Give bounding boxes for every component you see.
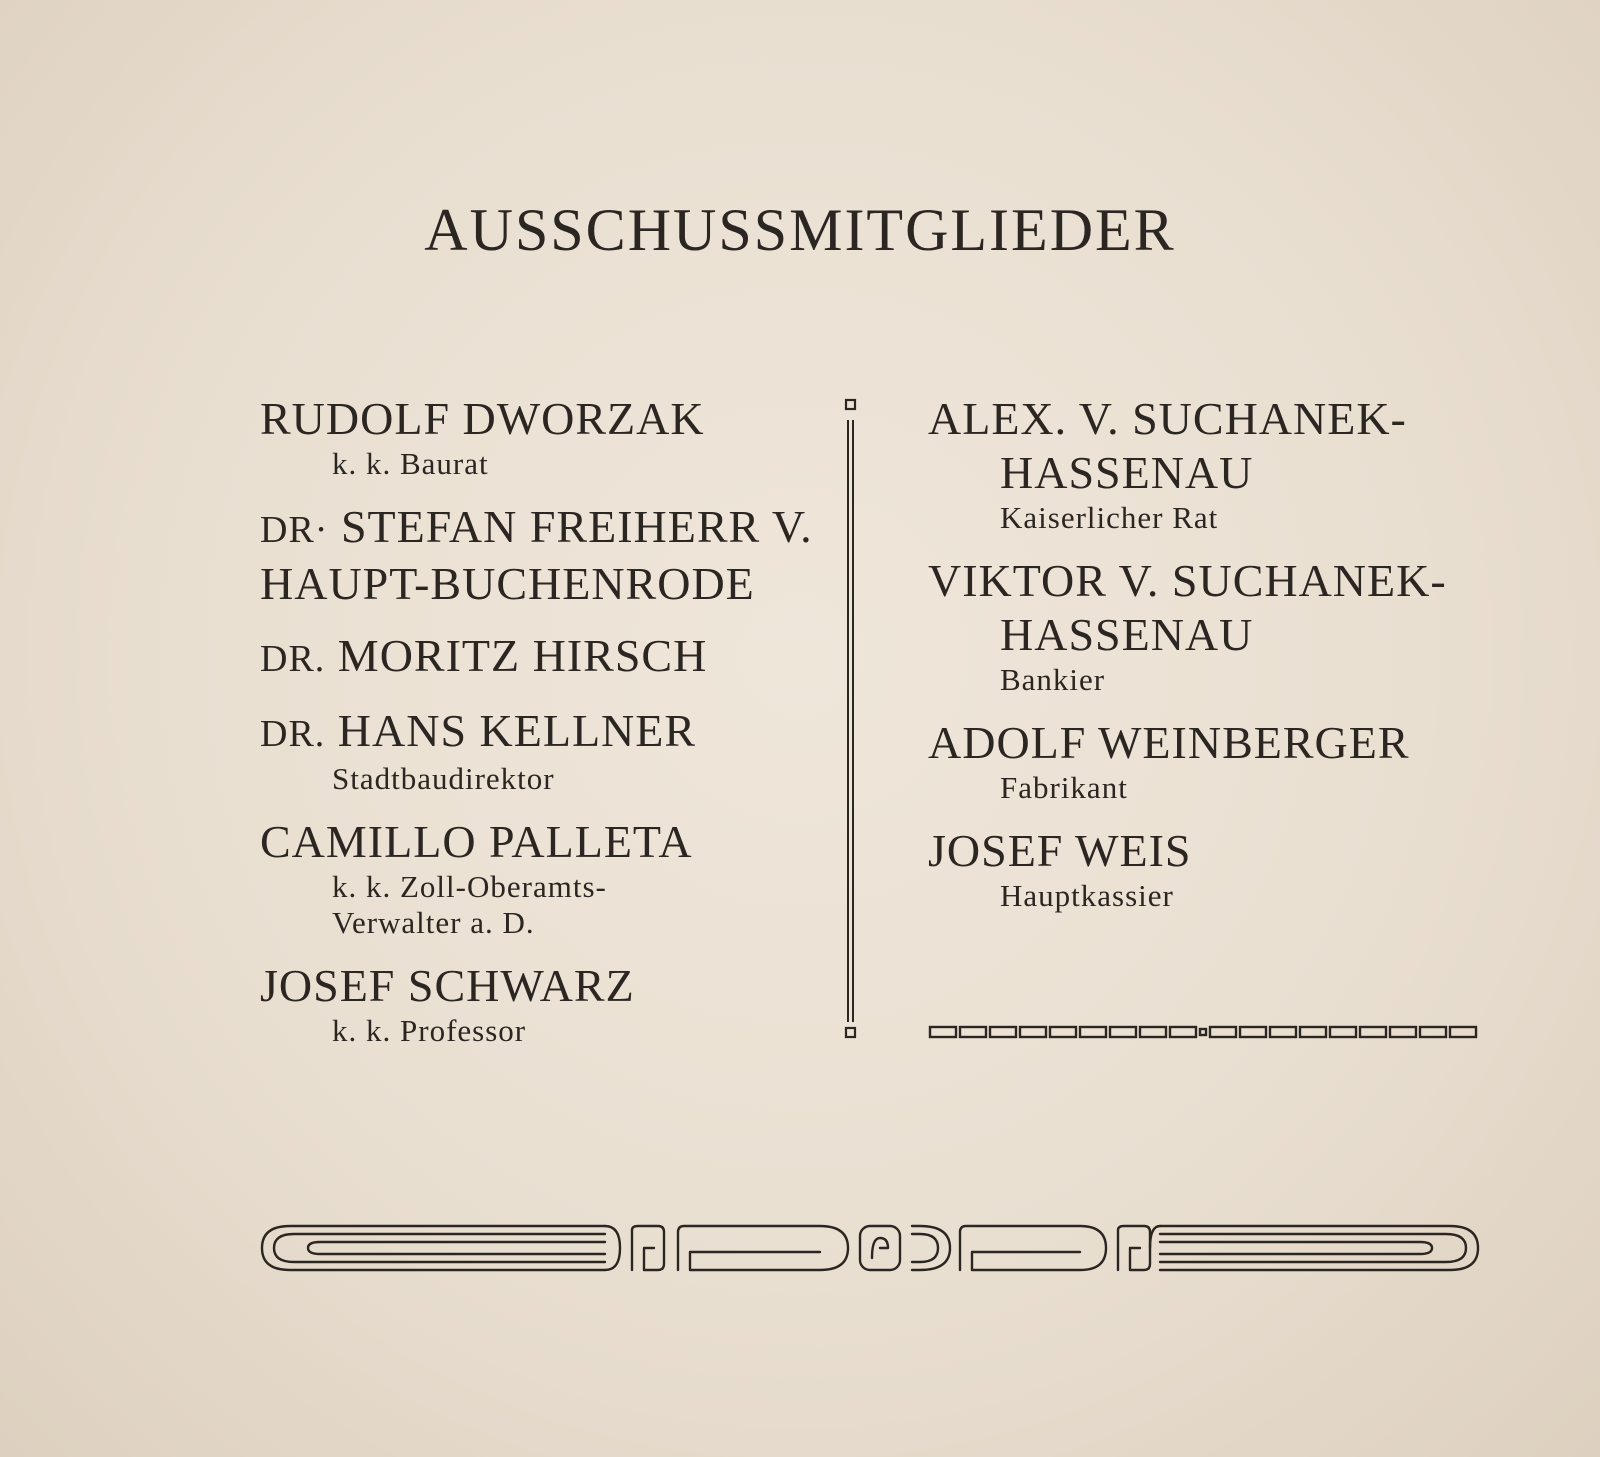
decorative-border-ornament bbox=[260, 1218, 1480, 1278]
member-entry bbox=[928, 392, 1528, 536]
chain-ornament bbox=[928, 1022, 1480, 1042]
member-name-text: MORITZ HIRSCH bbox=[337, 630, 708, 681]
member-name: JOSEF WEIS bbox=[928, 825, 1192, 876]
member-name: ALEX. V. SUCHANEK- bbox=[928, 393, 1407, 444]
member-name-continuation: HAUPT-BUCHENRODE bbox=[260, 558, 755, 609]
right-column bbox=[928, 392, 1528, 932]
member-role: Fabrikant bbox=[1000, 770, 1128, 805]
member-name: JOSEF SCHWARZ bbox=[260, 960, 635, 1011]
member-entry bbox=[260, 704, 820, 797]
name-prefix: DR. bbox=[260, 638, 326, 680]
member-role: Stadtbaudirektor bbox=[332, 761, 555, 796]
member-name: RUDOLF DWORZAK bbox=[260, 393, 705, 444]
member-name: ADOLF WEINBERGER bbox=[928, 717, 1410, 768]
member-role: Kaiserlicher Rat bbox=[1000, 500, 1219, 535]
member-name-continuation: HASSENAU bbox=[1000, 609, 1254, 660]
member-name: VIKTOR V. SUCHANEK- bbox=[928, 555, 1447, 606]
member-name-text: STEFAN FREIHERR V. bbox=[340, 501, 813, 552]
name-prefix: DR. bbox=[260, 713, 326, 755]
member-name-text: HANS KELLNER bbox=[337, 705, 697, 756]
member-entry bbox=[928, 716, 1528, 806]
member-role: k. k. Zoll-Oberamts- bbox=[332, 869, 607, 904]
member-name-continuation: HASSENAU bbox=[1000, 447, 1254, 498]
member-entry bbox=[260, 500, 820, 611]
member-name bbox=[260, 500, 820, 557]
member-entry bbox=[928, 554, 1528, 698]
member-role: Hauptkassier bbox=[1000, 878, 1174, 913]
member-entry bbox=[260, 959, 820, 1049]
member-name bbox=[260, 704, 820, 761]
name-prefix: DR· bbox=[260, 509, 329, 551]
column-divider-ornament bbox=[840, 398, 862, 1050]
member-name bbox=[260, 629, 820, 686]
left-column bbox=[260, 392, 820, 1067]
member-role: k. k. Professor bbox=[332, 1013, 527, 1048]
member-entry bbox=[260, 629, 820, 686]
member-entry bbox=[260, 815, 820, 941]
member-entry bbox=[260, 392, 820, 482]
member-role-continuation: Verwalter a. D. bbox=[332, 905, 535, 940]
member-entry bbox=[928, 824, 1528, 914]
member-role: k. k. Baurat bbox=[332, 446, 489, 481]
member-role: Bankier bbox=[1000, 662, 1106, 697]
member-name: CAMILLO PALLETA bbox=[260, 816, 693, 867]
page-title: AUSSCHUSSMITGLIEDER bbox=[424, 197, 1176, 263]
